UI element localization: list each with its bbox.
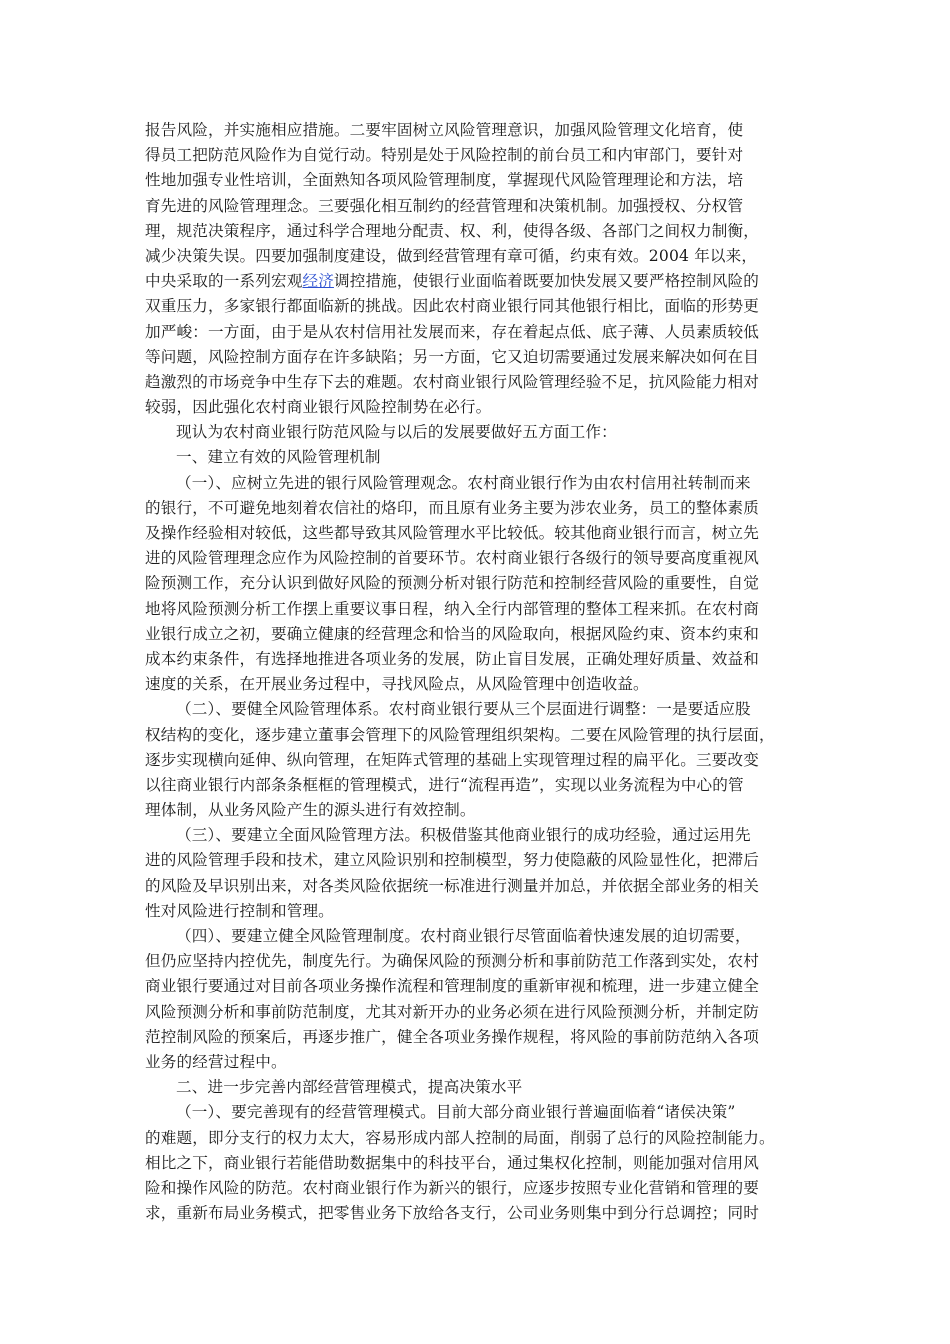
text-line: 相比之下，商业银行若能借助数据集中的科技平台，通过集权化控制，则能加强对信用风 (145, 1153, 760, 1172)
text-line: （一）、应树立先进的银行风险管理观念。农村商业银行作为由农村信用社转制而来 (176, 473, 751, 492)
text-line: （一）、要完善现有的经营管理模式。目前大部分商业银行普遍面临着“诸侯决策” (176, 1103, 736, 1122)
text-line: 双重压力，多家银行都面临新的挑战。因此农村商业银行同其他银行相比，面临的形势更 (145, 297, 760, 316)
text-line: （二）、要健全风险管理体系。农村商业银行要从三个层面进行调整：一是要适应股 (176, 700, 751, 719)
text-line: 求，重新布局业务模式，把零售业务下放给各支行，公司业务则集中到分行总调控；同时 (145, 1204, 760, 1223)
text-line: 的风险及早识别出来，对各类风险依据统一标准进行测量并加总，并依据全部业务的相关 (145, 876, 760, 895)
text-line: 险和操作风险的防范。农村商业银行作为新兴的银行，应逐步按照专业化营销和管理的要 (145, 1178, 760, 1197)
text-line: 商业银行要通过对目前各项业务操作流程和管理制度的重新审视和梳理，进一步建立健全 (145, 977, 760, 996)
text-line (145, 269, 805, 294)
text-line: 得员工把防范风险作为自觉行动。特别是处于风险控制的前台员工和内审部门，要针对 (145, 146, 744, 165)
text-line: 进的风险管理理念应作为风险控制的首要环节。农村商业银行各级行的领导要高度重视风 (145, 549, 760, 568)
text-line: 范控制风险的预案后，再逐步推广，健全各项业务操作规程，将风险的事前防范纳入各项 (145, 1027, 760, 1046)
text-line: 但仍应坚持内控优先，制度先行。为确保风险的预测分析和事前防范工作落到实处，农村 (145, 952, 760, 971)
text-line: （四）、要建立健全风险管理制度。农村商业银行尽管面临着快速发展的迫切需要， (176, 927, 751, 945)
text-line: 等问题，风险控制方面存在许多缺陷；另一方面，它又迫切需要通过发展来解决如何在目 (145, 347, 760, 366)
economy-link[interactable]: 经济 (302, 272, 334, 291)
text-line: 风险预测分析和事前防范制度，尤其对新开办的业务必须在进行风险预测分析，并制定防 (145, 1002, 760, 1021)
text-line: （三）、要建立全面风险管理方法。积极借鉴其他商业银行的成功经验，通过运用先 (176, 826, 751, 845)
text-line: 进的风险管理手段和技术，建立风险识别和控制模型，努力使隐蔽的风险显性化，把滞后 (145, 851, 760, 870)
text-line: 较弱，因此强化农村商业银行风险控制势在必行。 (145, 398, 492, 417)
text-line: 以往商业银行内部条条框框的管理模式，进行“流程再造”，实现以业务流程为中心的管 (145, 775, 744, 794)
text-line: 二、进一步完善内部经营管理模式，提高决策水平 (176, 1078, 523, 1097)
text-line: 加严峻：一方面，由于是从农村信用社发展而来，存在着起点低、底子薄、人员素质较低 (145, 322, 760, 341)
text-line: 险预测工作，充分认识到做好风险的预测分析对银行防范和控制经营风险的重要性，自觉 (145, 574, 760, 593)
text-line: 趋激烈的市场竞争中生存下去的难题。农村商业银行风险管理经验不足，抗风险能力相对 (145, 372, 760, 391)
text-line: 及操作经验相对较低，这些都导致其风险管理水平比较低。较其他商业银行而言，树立先 (145, 524, 760, 542)
text-line: 业银行成立之初，要确立健康的经营理念和恰当的风险取向，根据风险约束、资本约束和 (145, 624, 760, 643)
text-line: 成本约束条件，有选择地推进各项业务的发展，防止盲目发展，正确处理好质量、效益和 (145, 649, 760, 668)
text-line: 育先进的风险管理理念。三要强化相互制约的经营管理和决策机制。加强授权、分权管 (145, 196, 744, 215)
text-segment: 中央采取的一系列宏观 (145, 272, 303, 291)
text-line: 理，规范决策程序，通过科学合理地分配责、权、利，使得各级、各部门之间权力制衡， (145, 221, 760, 240)
text-line: 速度的关系，在开展业务过程中，寻找风险点，从风险管理中创造收益。 (145, 675, 649, 694)
text-line: 逐步实现横向延伸、纵向管理，在矩阵式管理的基础上实现管理过程的扁平化。三要改变 (145, 750, 760, 769)
document-page (145, 118, 805, 1226)
text-segment: 调控措施，使银行业面临着既要加快发展又要严格控制风险的 (333, 272, 760, 291)
text-line: 的银行，不可避免地刻着农信社的烙印，而且原有业务主要为涉农业务，员工的整体素质 (145, 498, 760, 517)
text-line: 一、建立有效的风险管理机制 (176, 448, 381, 467)
text-line: 减少决策失误。四要加强制度建设，做到经营管理有章可循，约束有效。2004 年以来， (145, 246, 758, 265)
text-line: 理体制，从业务风险产生的源头进行有效控制。 (145, 801, 476, 820)
text-line: 地将风险预测分析工作摆上重要议事日程，纳入全行内部管理的整体工程来抓。在农村商 (145, 599, 760, 618)
text-line: 性地加强专业性培训，全面熟知各项风险管理制度，掌握现代风险管理理论和方法，培 (145, 171, 744, 190)
text-line: 的难题，即分支行的权力太大，容易形成内部人控制的局面，削弱了总行的风险控制能力。 (145, 1128, 775, 1147)
text-line: 报告风险，并实施相应措施。二要牢固树立风险管理意识，加强风险管理文化培育，使 (145, 121, 744, 139)
text-line: 现认为农村商业银行防范风险与以后的发展要做好五方面工作： (176, 423, 617, 442)
text-line: 业务的经营过程中。 (145, 1052, 287, 1071)
text-line: 权结构的变化，逐步建立董事会管理下的风险管理组织架构。二要在风险管理的执行层面， (145, 725, 775, 744)
text-line: 性对风险进行控制和管理。 (145, 901, 334, 920)
